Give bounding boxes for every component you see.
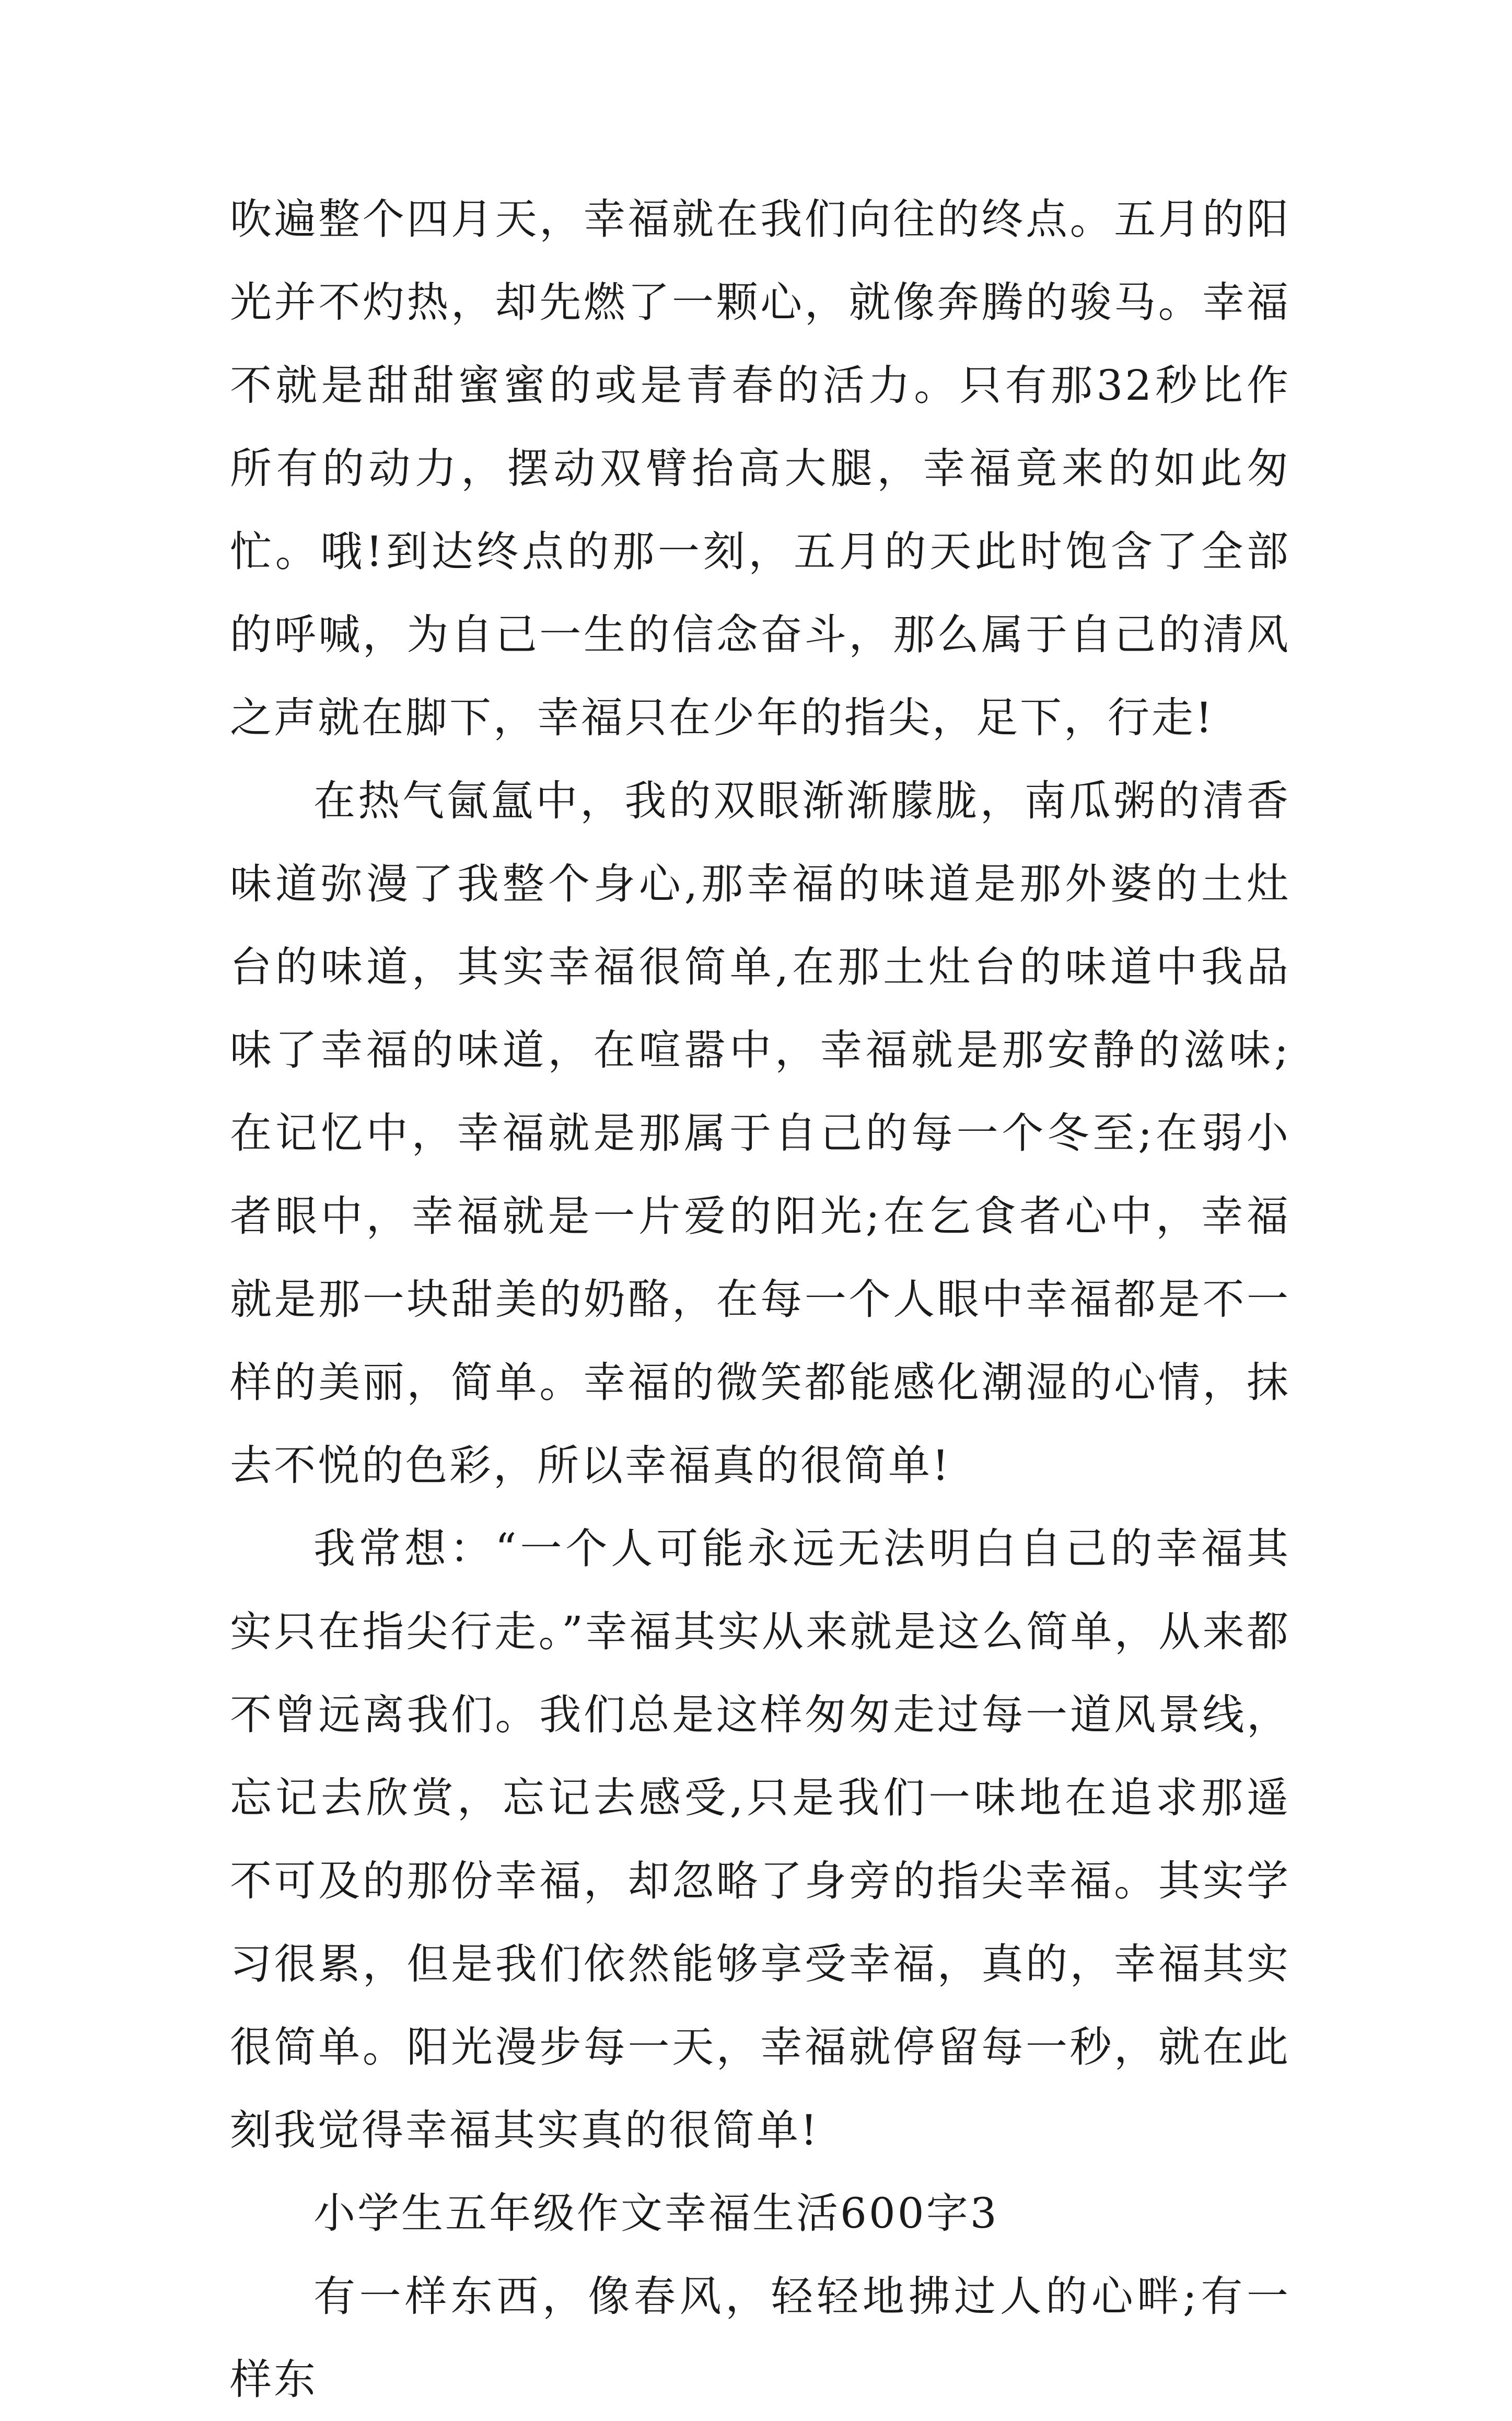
paragraph-4: 有一样东西，像春风，轻轻地拂过人的心畔;有一样东 xyxy=(230,2272,1290,2404)
paragraph-1: 吹遍整个四月天，幸福就在我们向往的终点。五月的阳光并不灼热，却先燃了一颗心，就像奔腾的骏马。幸福不就是甜甜蜜蜜的或是青春的活力。只有那32秒比作所有的动力，摆动双臂抬高大腿，幸福竟来的如此匆忙。哦!到达终点的那一刻，五月的天此时饱含了全部的呼喊，为自己一生的信念奋斗，那么属于自己的清风之声就在脚下，幸福只在少年的指尖，足下，行走! xyxy=(230,195,1290,742)
section-heading: 小学生五年级作文幸福生活600字3 xyxy=(313,2189,999,2238)
paragraph-2: 在热气氤氲中，我的双眼渐渐朦胧，南瓜粥的清香味道弥漫了我整个身心,那幸福的味道是那外婆的土灶台的味道，其实幸福很简单,在那土灶台的味道中我品味了幸福的味道，在喧嚣中，幸福就是那安静的滋味;在记忆中，幸福就是那属于自己的每一个冬至;在弱小者眼中，幸福就是一片爱的阳光;在乞食者心中，幸福就是那一块甜美的奶酪，在每一个人眼中幸福都是不一样的美丽，简单。幸福的微笑都能感化潮湿的心情，抹去不悦的色彩，所以幸福真的很简单! xyxy=(230,777,1290,1490)
document-body xyxy=(230,178,1290,2421)
paragraph-3: 我常想：“一个人可能永远无法明白自己的幸福其实只在指尖行走。”幸福其实从来就是这么简单，从来都不曾远离我们。我们总是这样匆匆走过每一道风景线，忘记去欣赏，忘记去感受,只是我们一味地在追求那遥不可及的那份幸福，却忽略了身旁的指尖幸福。其实学习很累，但是我们依然能够享受幸福，真的，幸福其实很简单。阳光漫步每一天，幸福就停留每一秒，就在此刻我觉得幸福其实真的很简单! xyxy=(230,1524,1290,2154)
